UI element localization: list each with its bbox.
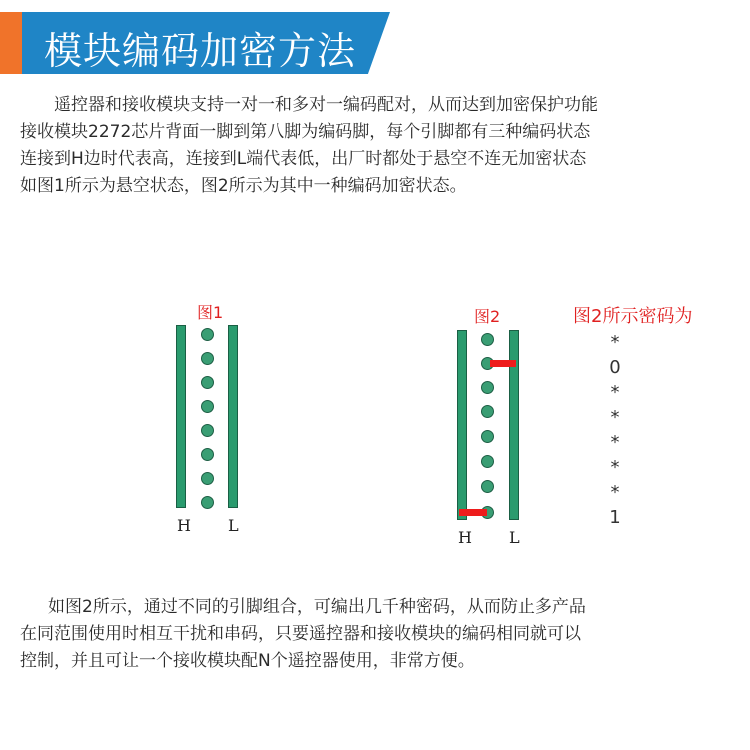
figure-1-pin xyxy=(201,448,214,461)
code-value: 0 xyxy=(609,357,621,378)
figure-2-h-rail xyxy=(457,330,467,520)
figure-1-pin xyxy=(201,472,214,485)
code-title: 图2所示密码为 xyxy=(573,306,693,327)
figure-2-label: 图2 xyxy=(474,307,501,326)
code-value: * xyxy=(610,432,620,453)
figure-2-l-label: L xyxy=(509,528,520,547)
intro-line: 如图1所示为悬空状态，图2所示为其中一种编码加密状态。 xyxy=(20,176,467,196)
outro-line: 控制，并且可让一个接收模块配N个遥控器使用，非常方便。 xyxy=(20,651,475,671)
code-values xyxy=(605,330,625,530)
outro-line: 如图2所示，通过不同的引脚组合，可编出几千种密码，从而防止多产品 xyxy=(48,597,586,617)
figure-2-pin xyxy=(481,405,494,418)
page-title: 模块编码加密方法 xyxy=(44,29,357,73)
intro-line: 连接到H边时代表高，连接到L端代表低，出厂时都处于悬空不连无加密状态 xyxy=(20,149,587,169)
figure-2-pin xyxy=(481,455,494,468)
code-value: * xyxy=(610,407,620,428)
figure-1-label: 图1 xyxy=(197,303,224,322)
figure-2-pin xyxy=(481,381,494,394)
figure-1-pin xyxy=(201,328,214,341)
outro-line: 在同范围使用时相互干扰和串码，只要遥控器和接收模块的编码相同就可以 xyxy=(20,624,581,644)
figure-2-pin xyxy=(481,430,494,443)
code-value: * xyxy=(610,482,620,503)
figure-1-pin xyxy=(201,352,214,365)
figure-1-pin xyxy=(201,496,214,509)
code-value: * xyxy=(610,457,620,478)
intro-paragraph xyxy=(20,92,730,200)
intro-line: 遥控器和接收模块支持一对一和多对一编码配对，从而达到加密保护功能 xyxy=(54,95,598,115)
figure-2-jumper-to-l xyxy=(490,360,516,367)
figure-2-pin xyxy=(481,480,494,493)
figure-2-jumper-to-h xyxy=(459,509,487,516)
figure-1-h-rail xyxy=(176,325,186,508)
code-value: * xyxy=(610,332,620,353)
header-banner xyxy=(0,12,390,74)
figure-2-l-rail xyxy=(509,330,519,520)
intro-line: 接收模块2272芯片背面一脚到第八脚为编码脚，每个引脚都有三种编码状态 xyxy=(20,122,591,142)
figure-1-l-label: L xyxy=(228,516,239,535)
figure-1-pin xyxy=(201,424,214,437)
figure-2-h-label: H xyxy=(458,528,472,547)
outro-paragraph xyxy=(20,594,730,675)
figure-1-h-label: H xyxy=(177,516,191,535)
figure-1-l-rail xyxy=(228,325,238,508)
figure-2-pin xyxy=(481,333,494,346)
figure-1-pin xyxy=(201,400,214,413)
code-value: 1 xyxy=(609,507,621,528)
code-value: * xyxy=(610,382,620,403)
figure-1-pin xyxy=(201,376,214,389)
